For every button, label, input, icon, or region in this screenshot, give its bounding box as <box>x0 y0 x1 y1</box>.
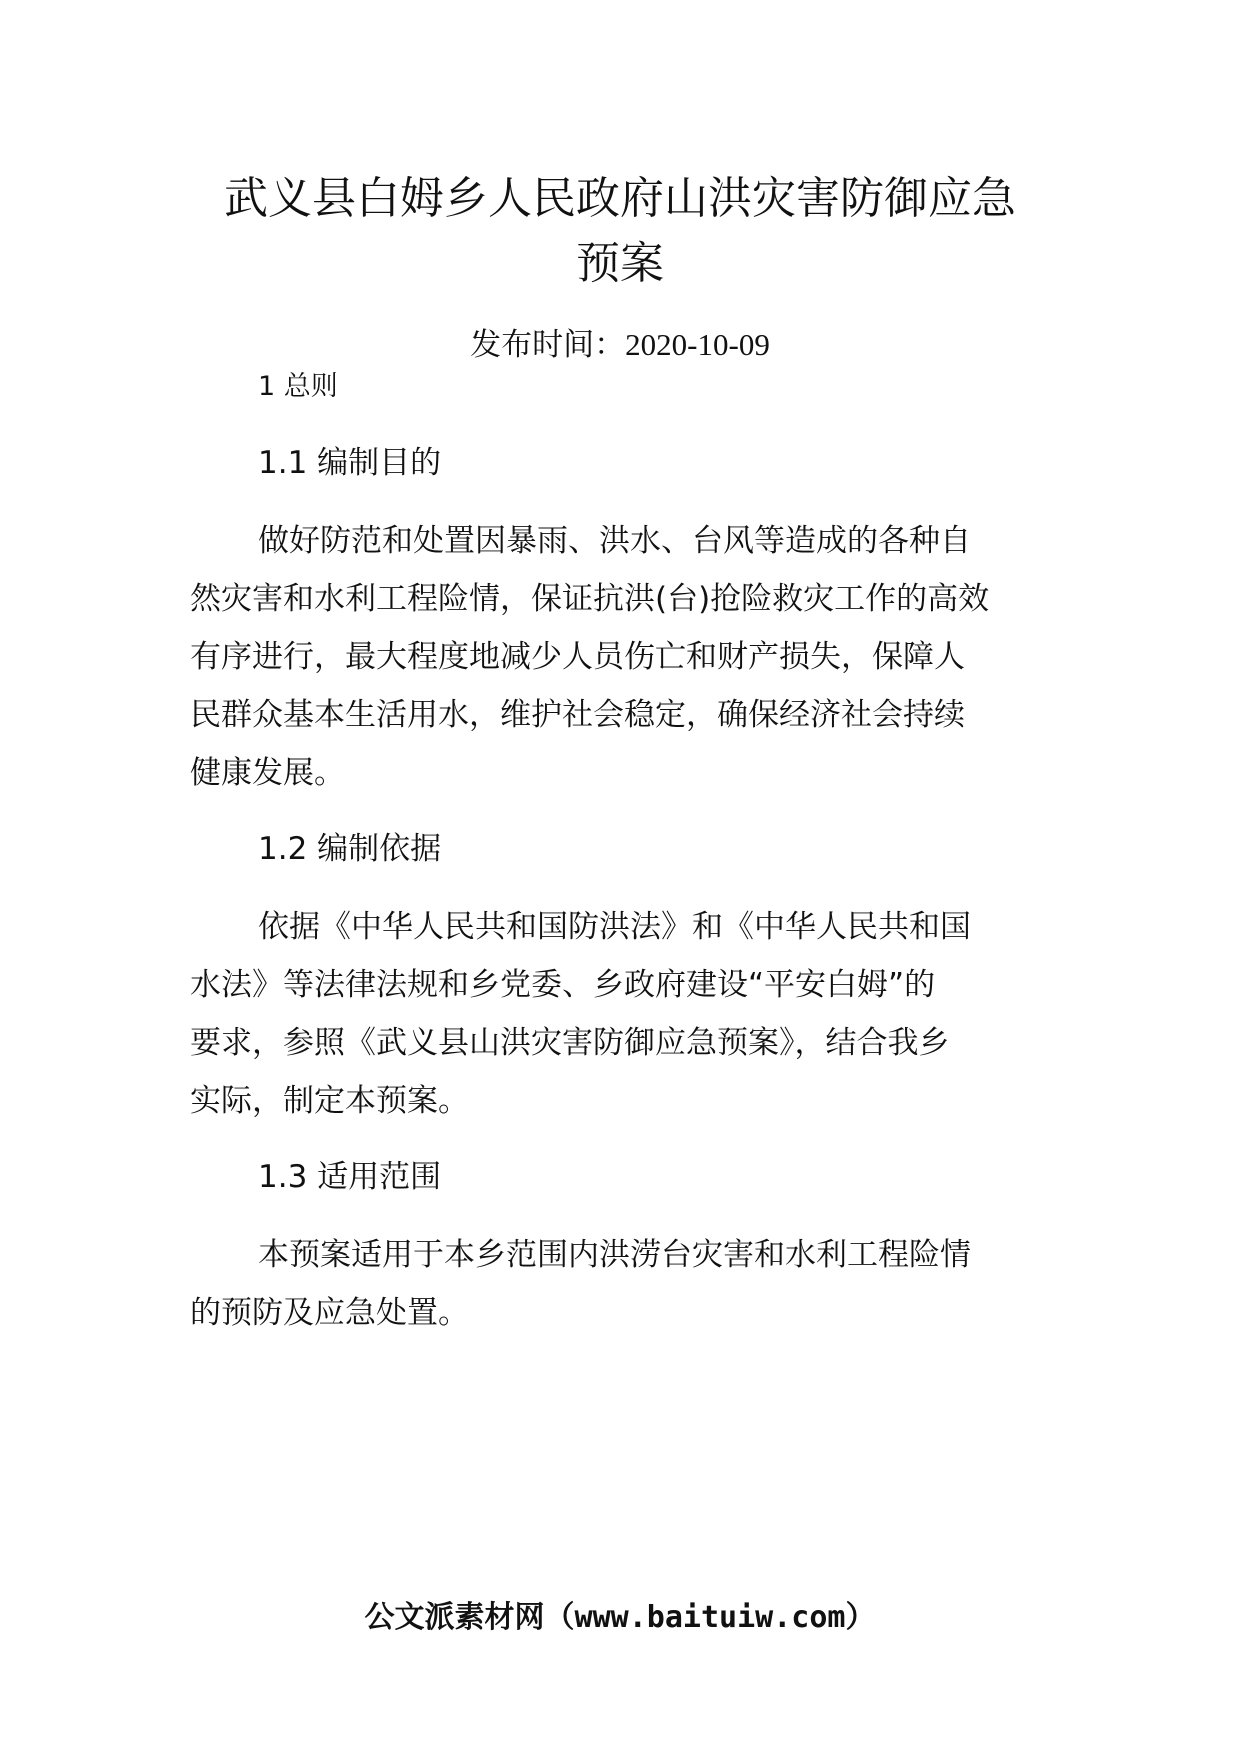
paragraph-line: 健康发展。 <box>190 755 345 791</box>
publish-date <box>190 322 1050 368</box>
paragraph-line: 做好防范和处置因暴雨、洪水、台风等造成的各种自 <box>258 523 971 559</box>
paragraph-line: 有序进行，最大程度地减少人员伤亡和财产损失，保障人 <box>190 639 965 675</box>
section-1-2-heading: 1.2 编制依据 <box>258 831 442 867</box>
section-1-1-heading: 1.1 编制目的 <box>258 445 442 481</box>
footer-watermark <box>190 1596 1050 1640</box>
section-1-3-heading: 1.3 适用范围 <box>258 1159 442 1195</box>
document-title-line-2: 预案 <box>576 238 664 289</box>
paragraph-line: 本预案适用于本乡范围内洪涝台灾害和水利工程险情 <box>258 1237 971 1273</box>
paragraph-line: 实际，制定本预案。 <box>190 1083 469 1119</box>
paragraph-line: 依据《中华人民共和国防洪法》和《中华人民共和国 <box>258 909 971 945</box>
footer-site-name: 公文派素材网 <box>364 1600 545 1635</box>
footer-url: （www.baituiw.com） <box>544 1600 876 1635</box>
paragraph-line: 要求，参照《武义县山洪灾害防御应急预案》，结合我乡 <box>190 1025 950 1061</box>
document-title-line-1: 武义县白姆乡人民政府山洪灾害防御应急 <box>224 173 1016 224</box>
paragraph-line: 水法》等法律法规和乡党委、乡政府建设“平安白姆”的 <box>190 967 936 1003</box>
paragraph-line: 民群众基本生活用水，维护社会稳定，确保经济社会持续 <box>190 697 965 733</box>
paragraph-line: 然灾害和水利工程险情，保证抗洪(台)抢险救灾工作的高效 <box>190 581 990 617</box>
publish-date-value: 2020-10-09 <box>625 327 770 362</box>
paragraph-line: 的预防及应急处置。 <box>190 1295 469 1331</box>
publish-date-label: 发布时间： <box>470 327 626 363</box>
section-1-heading: 1 总则 <box>258 371 338 402</box>
